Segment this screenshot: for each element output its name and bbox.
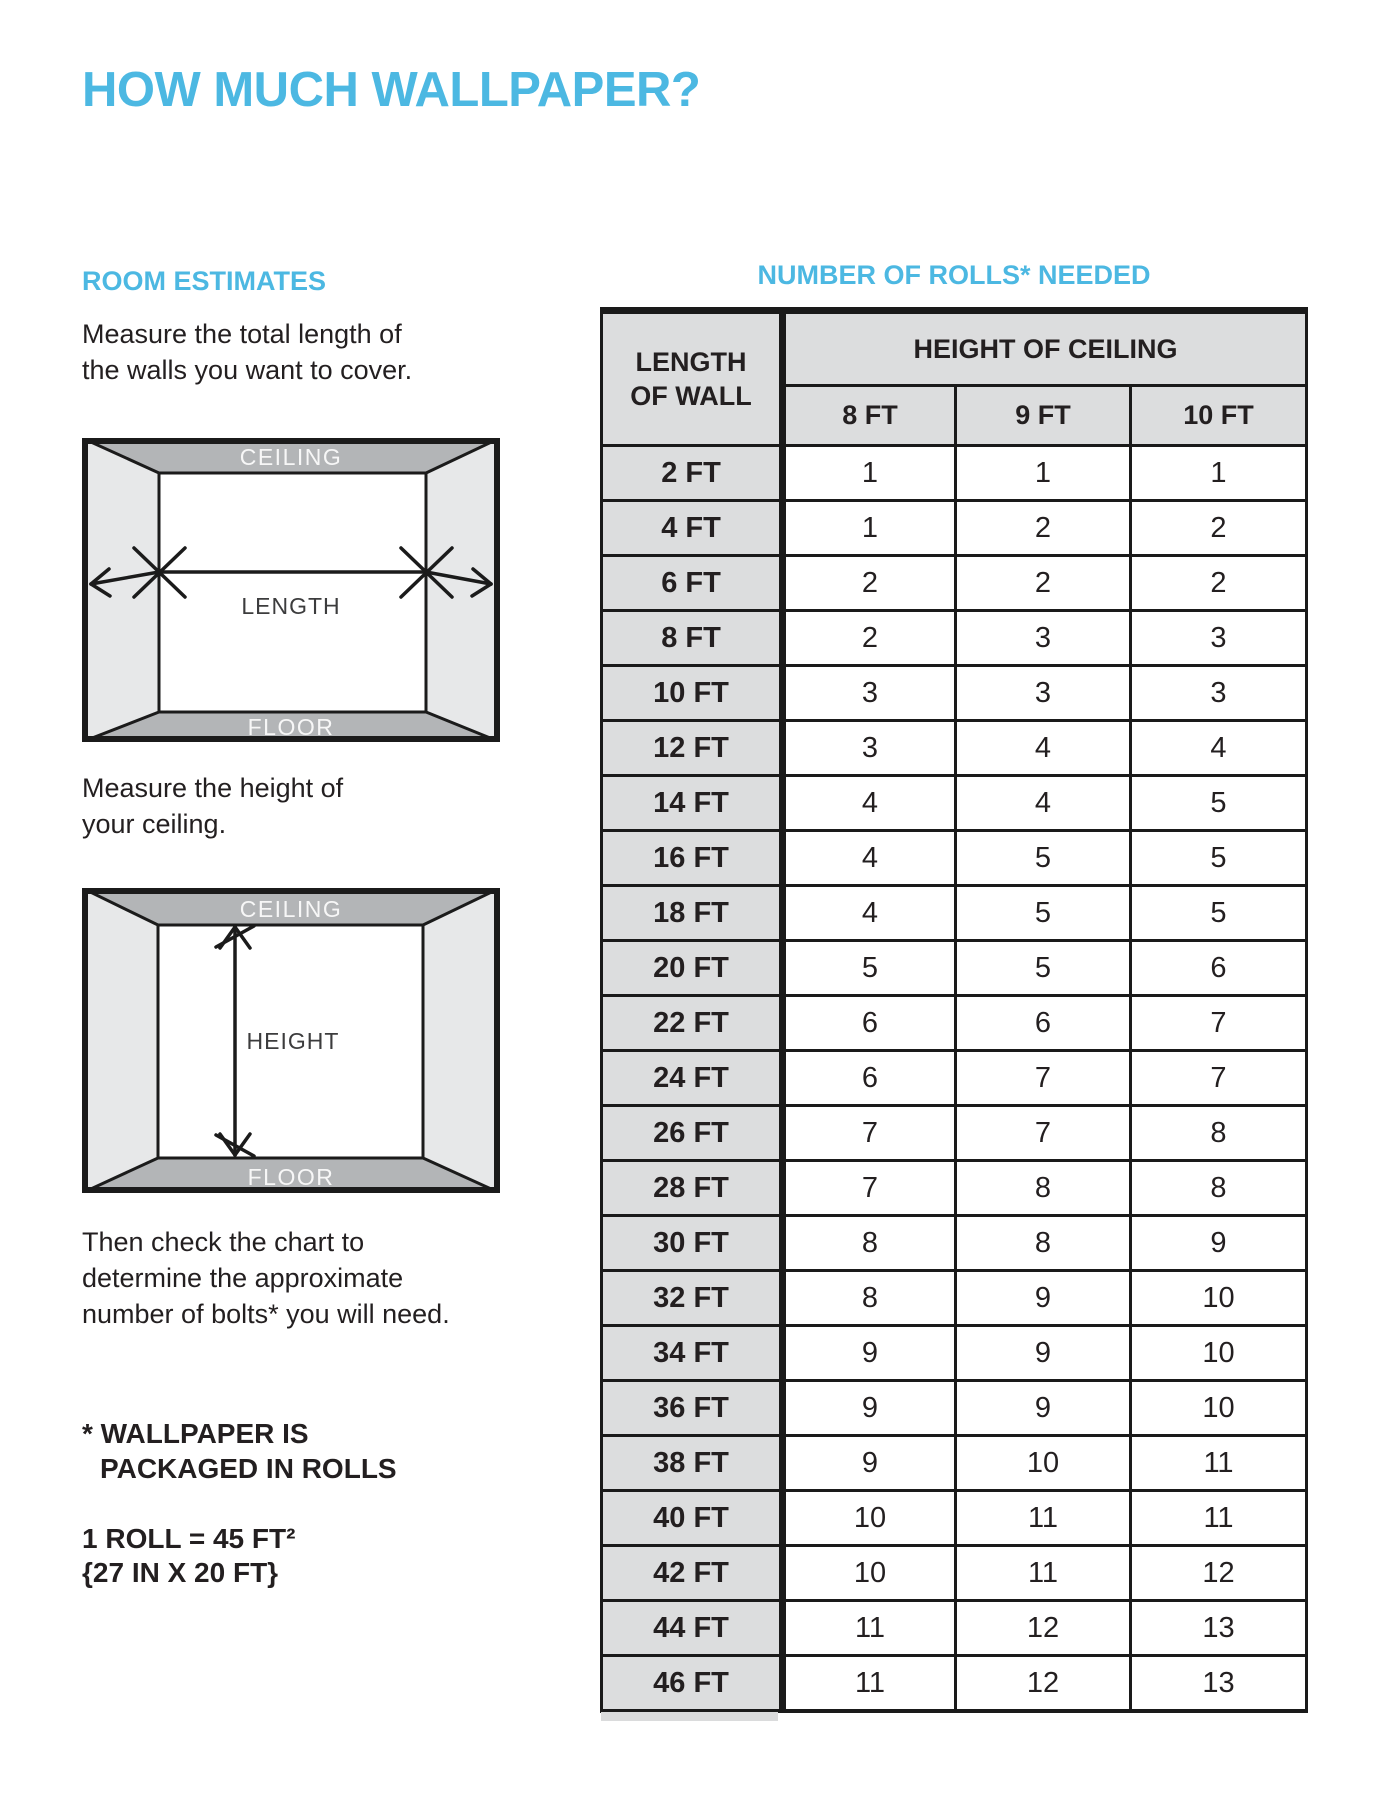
roll-count-cell: 5 (954, 884, 1129, 939)
paragraph-measure-length: Measure the total length of the walls you want to cover. (82, 319, 413, 385)
roll-count-cell: 2 (1129, 554, 1305, 609)
wallpaper-rolls-note (82, 1416, 397, 1486)
wall-length-row-label: 8 FT (603, 609, 779, 664)
roll-count-cell: 11 (1129, 1434, 1305, 1489)
roll-count-cell: 10 (1129, 1379, 1305, 1434)
roll-count-cell: 1 (779, 444, 954, 499)
roll-count-cell: 5 (1129, 884, 1305, 939)
ceiling-height-group-header: HEIGHT OF CEILING (779, 314, 1305, 387)
note-line-1: * WALLPAPER IS (82, 1418, 309, 1449)
wall-length-row-label: 32 FT (603, 1269, 779, 1324)
paragraph-measure-height: Measure the height of your ceiling. (82, 773, 344, 839)
roll-count-cell: 7 (954, 1049, 1129, 1104)
wall-length-row-label: 26 FT (603, 1104, 779, 1159)
roll-count-cell: 6 (954, 994, 1129, 1049)
roll-count-cell: 4 (779, 884, 954, 939)
roll-count-cell: 4 (779, 774, 954, 829)
wall-length-row-label: 44 FT (603, 1599, 779, 1654)
roll-count-cell: 11 (954, 1544, 1129, 1599)
wall-length-row-label: 22 FT (603, 994, 779, 1049)
left-wall-surface (82, 888, 158, 1193)
table-bottom-shade (601, 1712, 778, 1721)
rolls-table (600, 307, 1308, 1713)
roll-count-cell: 1 (954, 444, 1129, 499)
wall-length-row-label: 30 FT (603, 1214, 779, 1269)
roll-count-cell: 12 (1129, 1544, 1305, 1599)
length-label: LENGTH (241, 593, 341, 619)
wall-length-row-label: 18 FT (603, 884, 779, 939)
right-wall-surface (423, 888, 500, 1193)
roll-count-cell: 11 (779, 1654, 954, 1709)
roll-count-cell: 9 (954, 1379, 1129, 1434)
roll-count-cell: 5 (779, 939, 954, 994)
roll-count-cell: 7 (1129, 1049, 1305, 1104)
col-header-8ft: 8 FT (779, 387, 954, 444)
wall-length-row-label: 42 FT (603, 1544, 779, 1599)
roll-count-cell: 3 (954, 609, 1129, 664)
roll-size-spec: 1 ROLL = 45 FT² {27 IN X 20 FT} (82, 1523, 296, 1588)
roll-count-cell: 4 (954, 719, 1129, 774)
wall-length-row-label: 6 FT (603, 554, 779, 609)
roll-count-cell: 4 (1129, 719, 1305, 774)
roll-count-cell: 13 (1129, 1654, 1305, 1709)
roll-count-cell: 5 (954, 829, 1129, 884)
roll-count-cell: 9 (954, 1324, 1129, 1379)
floor-label: FLOOR (247, 714, 335, 740)
roll-count-cell: 9 (779, 1379, 954, 1434)
col-header-9ft: 9 FT (954, 387, 1129, 444)
roll-count-cell: 3 (1129, 664, 1305, 719)
roll-count-cell: 9 (779, 1324, 954, 1379)
roll-count-cell: 7 (779, 1159, 954, 1214)
room-length-diagram (82, 438, 500, 742)
roll-count-cell: 8 (954, 1214, 1129, 1269)
wall-length-row-label: 40 FT (603, 1489, 779, 1544)
roll-count-cell: 1 (779, 499, 954, 554)
right-wall-surface (426, 438, 500, 742)
roll-count-cell: 3 (1129, 609, 1305, 664)
roll-count-cell: 8 (779, 1214, 954, 1269)
roll-count-cell: 9 (954, 1269, 1129, 1324)
roll-count-cell: 5 (954, 939, 1129, 994)
roll-count-cell: 5 (1129, 774, 1305, 829)
roll-count-cell: 3 (779, 719, 954, 774)
wall-length-row-label: 12 FT (603, 719, 779, 774)
roll-count-cell: 7 (779, 1104, 954, 1159)
roll-count-cell: 10 (954, 1434, 1129, 1489)
roll-count-cell: 3 (954, 664, 1129, 719)
wall-length-row-label: 2 FT (603, 444, 779, 499)
roll-count-cell: 11 (779, 1599, 954, 1654)
roll-count-cell: 4 (779, 829, 954, 884)
wall-length-row-label: 4 FT (603, 499, 779, 554)
roll-count-cell: 7 (1129, 994, 1305, 1049)
section-heading-rolls-needed: NUMBER OF ROLLS* NEEDED (757, 260, 1151, 290)
page-title: HOW MUCH WALLPAPER? (82, 63, 701, 117)
wall-length-row-label: 24 FT (603, 1049, 779, 1104)
roll-count-cell: 10 (779, 1544, 954, 1599)
col-header-10ft: 10 FT (1129, 387, 1305, 444)
section-heading-room-estimates: ROOM ESTIMATES (82, 266, 327, 296)
roll-count-cell: 8 (1129, 1104, 1305, 1159)
height-label: HEIGHT (246, 1028, 340, 1054)
roll-count-cell: 11 (954, 1489, 1129, 1544)
wall-length-row-label: 28 FT (603, 1159, 779, 1214)
wall-length-row-label: 36 FT (603, 1379, 779, 1434)
roll-count-cell: 5 (1129, 829, 1305, 884)
roll-count-cell: 3 (779, 664, 954, 719)
roll-count-cell: 9 (1129, 1214, 1305, 1269)
roll-count-cell: 1 (1129, 444, 1305, 499)
roll-count-cell: 2 (779, 554, 954, 609)
paragraph-check-chart: Then check the chart to determine the approximate number of bolts* you will need. (82, 1227, 450, 1329)
ceiling-label: CEILING (239, 444, 343, 470)
roll-count-cell: 9 (779, 1434, 954, 1489)
roll-count-cell: 2 (1129, 499, 1305, 554)
room-height-diagram (82, 888, 500, 1193)
roll-count-cell: 11 (1129, 1489, 1305, 1544)
roll-count-cell: 2 (954, 499, 1129, 554)
roll-count-cell: 10 (779, 1489, 954, 1544)
roll-count-cell: 10 (1129, 1324, 1305, 1379)
wall-length-row-label: 34 FT (603, 1324, 779, 1379)
roll-count-cell: 8 (954, 1159, 1129, 1214)
wall-length-row-label: 14 FT (603, 774, 779, 829)
roll-count-cell: 2 (954, 554, 1129, 609)
floor-label: FLOOR (247, 1164, 335, 1190)
wall-length-row-label: 46 FT (603, 1654, 779, 1709)
left-wall-surface (82, 438, 159, 742)
note-line-2: PACKAGED IN ROLLS (100, 1453, 397, 1484)
roll-count-cell: 6 (779, 1049, 954, 1104)
ceiling-label: CEILING (239, 896, 343, 922)
roll-count-cell: 12 (954, 1599, 1129, 1654)
roll-count-cell: 12 (954, 1654, 1129, 1709)
wall-length-row-label: 10 FT (603, 664, 779, 719)
wall-length-row-label: 20 FT (603, 939, 779, 994)
roll-count-cell: 4 (954, 774, 1129, 829)
roll-count-cell: 6 (779, 994, 954, 1049)
table-corner-header: LENGTH OF WALL (603, 314, 779, 444)
roll-count-cell: 10 (1129, 1269, 1305, 1324)
roll-count-cell: 13 (1129, 1599, 1305, 1654)
wall-length-row-label: 16 FT (603, 829, 779, 884)
roll-count-cell: 8 (1129, 1159, 1305, 1214)
roll-count-cell: 7 (954, 1104, 1129, 1159)
roll-count-cell: 6 (1129, 939, 1305, 994)
wall-length-row-label: 38 FT (603, 1434, 779, 1489)
roll-count-cell: 8 (779, 1269, 954, 1324)
roll-count-cell: 2 (779, 609, 954, 664)
